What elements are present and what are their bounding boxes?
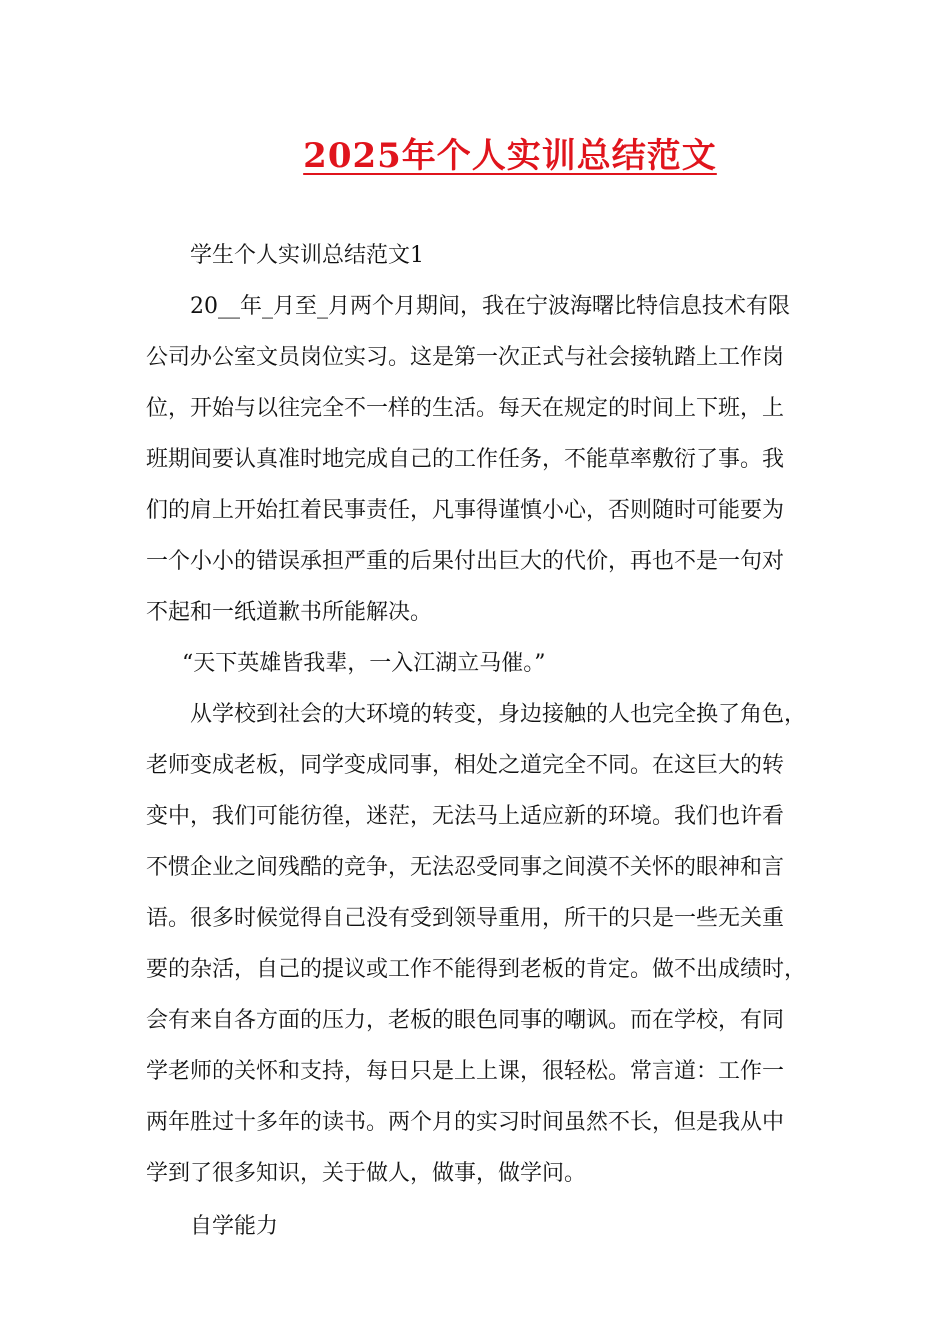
paragraph-3: [146, 689, 816, 1199]
subsection-heading: 自学能力: [190, 1214, 279, 1239]
paragraph-line: 们的肩上开始扛着民事责任，凡事得谨慎小心，否则随时可能要为: [146, 498, 785, 523]
paragraph-line: 公司办公室文员岗位实习。这是第一次正式与社会接轨踏上工作岗: [146, 345, 785, 370]
paragraph-line: 20__年_月至_月两个月期间，我在宁波海曙比特信息技术有限: [190, 294, 790, 319]
paragraph-line: 学老师的关怀和支持，每日只是上上课，很轻松。常言道：工作一: [146, 1059, 785, 1084]
paragraph-line: 老师变成老板，同学变成同事，相处之道完全不同。在这巨大的转: [146, 753, 785, 778]
paragraph-line: 要的杂活，自己的提议或工作不能得到老板的肯定。做不出成绩时，: [146, 957, 807, 982]
paragraph-line: 位，开始与以往完全不一样的生活。每天在规定的时间上下班，上: [146, 396, 785, 421]
paragraph-line: 变中，我们可能彷徨，迷茫，无法马上适应新的环境。我们也许看: [146, 804, 785, 829]
document-body: [146, 230, 816, 1252]
paragraph-line: 不起和一纸道歉书所能解决。: [146, 600, 433, 625]
paragraph-4-heading: [146, 1201, 816, 1252]
paragraph-line: 两年胜过十多年的读书。两个月的实习时间虽然不长，但是我从中: [146, 1110, 785, 1135]
paragraph-line: 语。很多时候觉得自己没有受到领导重用，所干的只是一些无关重: [146, 906, 785, 931]
paragraph-2-quote: [146, 638, 816, 689]
paragraph-1: [146, 281, 816, 638]
document-title: 2025年个人实训总结范文: [303, 136, 717, 176]
paragraph-line: 一个小小的错误承担严重的后果付出巨大的代价，再也不是一句对: [146, 549, 785, 574]
paragraph-line: 班期间要认真准时地完成自己的工作任务，不能草率敷衍了事。我: [146, 447, 785, 472]
quote-line: “天下英雄皆我辈，一入江湖立马催。”: [182, 651, 546, 676]
paragraph-line: 从学校到社会的大环境的转变，身边接触的人也完全换了角色，: [190, 702, 807, 727]
paragraph-line: 不惯企业之间残酷的竞争，无法忍受同事之间漠不关怀的眼神和言: [146, 855, 785, 880]
paragraph-line: 学到了很多知识，关于做人，做事，做学问。: [146, 1161, 587, 1186]
paragraph-line: 会有来自各方面的压力，老板的眼色同事的嘲讽。而在学校，有同: [146, 1008, 785, 1033]
section-heading: 学生个人实训总结范文1: [190, 243, 424, 268]
